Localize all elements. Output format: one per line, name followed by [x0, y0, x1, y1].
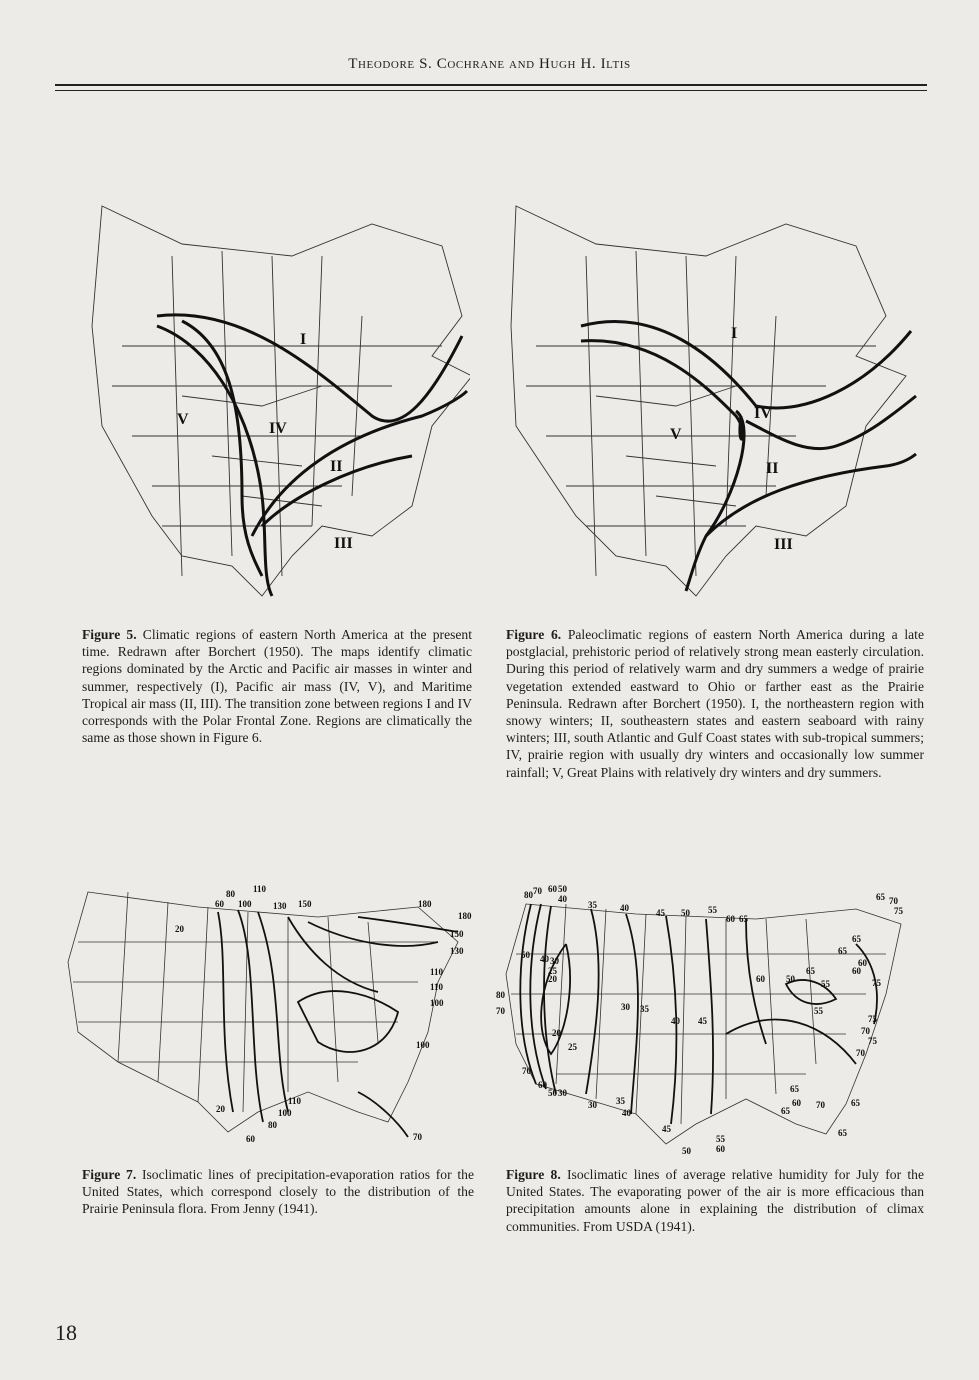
isoline-label: 30 [621, 1002, 630, 1012]
isoline-label: 40 [620, 903, 629, 913]
isoline-label: 75 [872, 978, 881, 988]
isoline-label: 45 [656, 908, 665, 918]
isoline-label: 65 [739, 914, 748, 924]
isoline-label: 70 [522, 1066, 531, 1076]
isoline-label: 40 [671, 1016, 680, 1026]
region-label-I: I [731, 325, 738, 342]
isoline-label: 80 [524, 890, 533, 900]
isoline-label: 80 [226, 889, 235, 899]
isoline-label: 25 [548, 966, 557, 976]
figure-8-map [496, 884, 916, 1154]
isoline-label: 100 [430, 998, 444, 1008]
isoline-label: 70 [861, 1026, 870, 1036]
isoline-label: 45 [662, 1124, 671, 1134]
figure-8-label: Figure 8. [506, 1167, 561, 1182]
isoline-label: 70 [856, 1048, 865, 1058]
region-label-III: III [774, 536, 793, 553]
header-rule-thin [55, 90, 927, 91]
isoline-label: 50 [521, 950, 530, 960]
isoline-label: 60 [858, 958, 867, 968]
figure-6-caption [506, 626, 924, 781]
isoline-label: 65 [838, 946, 847, 956]
isoline-label: 60 [852, 966, 861, 976]
figure-8-caption-text: Isoclimatic lines of average relative humidity for July for the United States. The evaporating power of the air is more efficacious than precipitation amounts alone in explaining the distribution of climax communities. From USDA (1941). [506, 1167, 924, 1234]
figure-8-caption [506, 1166, 924, 1235]
isoline-label: 150 [450, 929, 464, 939]
isoline-label: 20 [552, 1028, 561, 1038]
isoline-label: 50 [681, 908, 690, 918]
isoline-label: 65 [838, 1128, 847, 1138]
header-rule [55, 84, 927, 86]
isoline-label: 70 [533, 886, 542, 896]
isoline-label: 180 [418, 899, 432, 909]
isoline-label: 80 [496, 990, 505, 1000]
isoline-label: 55 [814, 1006, 823, 1016]
figure-5-caption [82, 626, 472, 746]
isoline-label: 70 [413, 1132, 422, 1142]
isoline-label: 45 [698, 1016, 707, 1026]
isoline-label: 65 [876, 892, 885, 902]
figure-7-caption-text: Isoclimatic lines of precipitation-evaporation ratios for the United States, which correspond closely to the distribution of the Prairie Peninsula flora. From Jenny (1941). [82, 1167, 474, 1217]
figure-6-map-drawing [506, 196, 921, 616]
figure-7-map [58, 882, 478, 1147]
isoline-label: 50 [548, 1088, 557, 1098]
isoline-label: 110 [253, 884, 267, 894]
figure-5-map-drawing [62, 196, 470, 616]
isoline-label: 40 [558, 894, 567, 904]
region-label-II: II [330, 458, 343, 475]
isoline-label: 60 [548, 884, 557, 894]
region-label-IV: IV [754, 405, 772, 422]
isoline-label: 40 [540, 954, 549, 964]
isoline-label: 70 [816, 1100, 825, 1110]
isoline-label: 130 [450, 946, 464, 956]
isoline-label: 30 [550, 956, 559, 966]
region-label-II: II [766, 460, 779, 477]
isoline-label: 70 [889, 896, 898, 906]
region-label-V: V [177, 411, 189, 428]
isoline-label: 110 [430, 967, 444, 977]
region-label-IV: IV [269, 420, 287, 437]
isoline-label: 35 [616, 1096, 625, 1106]
isoline-label: 110 [430, 982, 444, 992]
isoline-label: 25 [568, 1042, 577, 1052]
isoline-label: 70 [496, 1006, 505, 1016]
figure-6-caption-text: Paleoclimatic regions of eastern North America during a late postglacial, prehistoric period of relatively strong mean easterly circulation. During this period of relatively warm and dry summers a wedge of prairie vegetation extended eastward to Ohio or farther east as the Prairie Peninsula. Redrawn after Borchert (1950). I, the northeastern region with snowy winters; II, southeastern states and eastern seaboard with rainy winters; III, south Atlantic and Gulf Coast states with sub-tropical summers; IV, prairie region with usually dry winters and occasionally low summer rainfall; V, Great Plains with relatively dry winters and dry summers. [506, 627, 924, 780]
isoline-label: 55 [708, 905, 717, 915]
figure-7-map-drawing [58, 882, 478, 1147]
region-label-V: V [670, 426, 682, 443]
isoline-label: 20 [548, 974, 557, 984]
isoline-label: 65 [781, 1106, 790, 1116]
region-label-I: I [300, 331, 307, 348]
isoline-label: 65 [851, 1098, 860, 1108]
isoline-label: 30 [588, 1100, 597, 1110]
isoline-label: 55 [716, 1134, 725, 1144]
isoline-label: 60 [215, 899, 224, 909]
isoline-label: 60 [716, 1144, 725, 1154]
figure-8-map-drawing [496, 884, 916, 1154]
isoline-label: 60 [792, 1098, 801, 1108]
isoline-label: 50 [786, 974, 795, 984]
isoline-label: 30 [558, 1088, 567, 1098]
figure-7-caption [82, 1166, 474, 1218]
isoline-label: 20 [175, 924, 184, 934]
isoline-label: 50 [558, 884, 567, 894]
isoline-label: 60 [246, 1134, 255, 1144]
isoline-label: 65 [852, 934, 861, 944]
isoline-label: 75 [894, 906, 903, 916]
isoline-label: 180 [458, 911, 472, 921]
page-number: 18 [55, 1320, 77, 1345]
region-label-III: III [334, 535, 353, 552]
isoline-label: 100 [416, 1040, 430, 1050]
figure-5-map [62, 196, 470, 616]
isoline-label: 65 [806, 966, 815, 976]
isoline-label: 80 [268, 1120, 277, 1130]
isoline-label: 35 [640, 1004, 649, 1014]
isoline-label: 100 [278, 1108, 292, 1118]
isoline-label: 20 [216, 1104, 225, 1114]
isoline-label: 60 [726, 914, 735, 924]
isoline-label: 35 [588, 900, 597, 910]
running-header: Theodore S. Cochrane and Hugh H. Iltis [348, 56, 631, 72]
isoline-label: 150 [298, 899, 312, 909]
figure-6-label: Figure 6. [506, 627, 562, 642]
isoline-label: 60 [756, 974, 765, 984]
isoline-label: 55 [821, 979, 830, 989]
isoline-label: 75 [868, 1014, 877, 1024]
figure-5-caption-text: Climatic regions of eastern North America at the present time. Redrawn after Borchert (1950). The maps identify climatic regions dominated by the Arctic and Pacific air masses in winter and summer, respectively (I), Pacific air mass (IV, V), and Maritime Tropical air mass (II, III). The transition zone between regions I and IV corresponds with the Polar Frontal Zone. Regions are climatically the same as those shown in Figure 6. [82, 627, 472, 746]
isoline-label: 100 [238, 899, 252, 909]
isoline-label: 130 [273, 901, 287, 911]
figure-5-label: Figure 5. [82, 627, 137, 642]
figure-6-map [506, 196, 921, 616]
isoline-label: 65 [790, 1084, 799, 1094]
isoline-label: 40 [622, 1108, 631, 1118]
isoline-label: 50 [682, 1146, 691, 1154]
figure-7-label: Figure 7. [82, 1167, 137, 1182]
isoline-label: 110 [288, 1096, 302, 1106]
isoline-label: 60 [538, 1080, 547, 1090]
isoline-label: 75 [868, 1036, 877, 1046]
